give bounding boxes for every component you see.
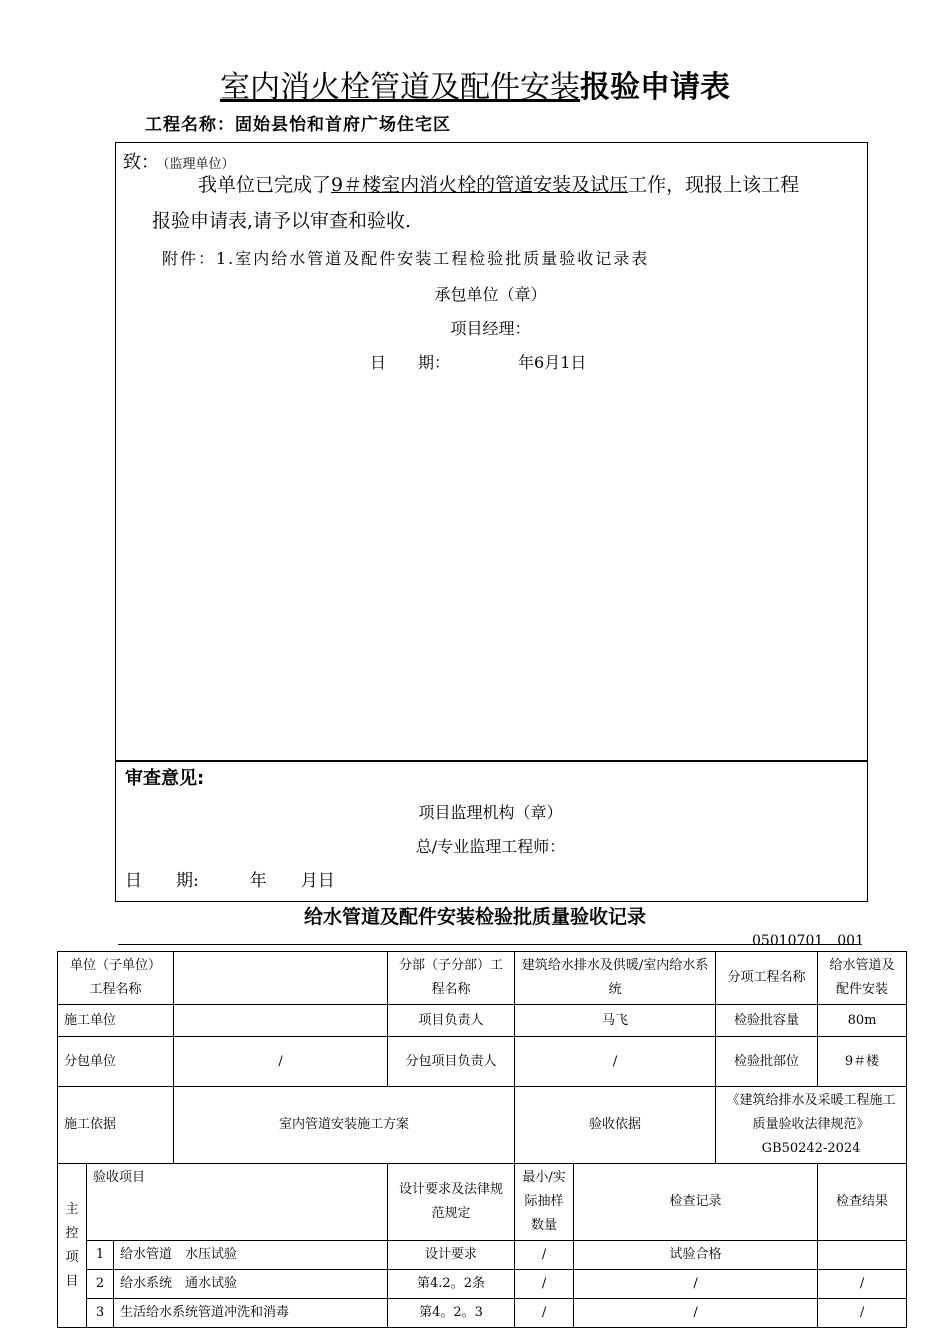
col-record-header: 检查记录 <box>574 1164 818 1241</box>
form-title <box>0 62 950 106</box>
subcontractor-label: 分包单位 <box>58 1037 174 1087</box>
capacity-value: 80m <box>818 1005 907 1037</box>
col-sample-header: 最小/实际抽样数量 <box>515 1164 574 1241</box>
subitem-label: 分项工程名称 <box>716 952 818 1005</box>
table-row <box>58 1241 907 1270</box>
record-title: 给水管道及配件安装检验批质量验收记录 <box>303 906 646 928</box>
project-name-line <box>145 110 451 135</box>
item-no: 2 <box>87 1270 114 1299</box>
item-record: / <box>574 1270 818 1299</box>
table-row <box>58 1299 907 1328</box>
item-result: / <box>818 1299 907 1328</box>
sub-pm-label: 分包项目负责人 <box>388 1037 515 1087</box>
basis-value: 室内管道安装施工方案 <box>174 1087 515 1164</box>
table-row <box>58 1087 907 1164</box>
contractor-label: 施工单位 <box>58 1005 174 1037</box>
table-row <box>58 1037 907 1087</box>
contractor-value <box>174 1005 388 1037</box>
review-date: 日 期: 年 月日 <box>125 871 335 891</box>
capacity-label: 检验批容量 <box>716 1005 818 1037</box>
accept-basis-value: 《建筑给排水及采暖工程施工质量验收法律规范》GB50242-2024 <box>716 1087 907 1164</box>
location-value: 9＃楼 <box>818 1037 907 1087</box>
location-label: 检验批部位 <box>716 1037 818 1087</box>
item-record: 试验合格 <box>574 1241 818 1270</box>
col-result-header: 检查结果 <box>818 1164 907 1241</box>
item-no: 1 <box>87 1241 114 1270</box>
project-label: 工程名称： <box>145 115 235 135</box>
body-work: 9＃楼室内消火栓的管道安装及试压 <box>331 174 629 196</box>
sub-pm-value: / <box>515 1037 716 1087</box>
application-box <box>115 142 868 762</box>
table-row <box>58 1270 907 1299</box>
supervising-engineer: 总/专业监理工程师： <box>415 837 566 856</box>
record-code: 05010701 001 <box>752 933 864 949</box>
unit-label: 单位（子单位）工程名称 <box>58 952 174 1005</box>
col-design-header: 设计要求及法律规范规定 <box>388 1164 515 1241</box>
item-design: 第4.2。2条 <box>388 1270 515 1299</box>
to-label: 致： <box>123 152 159 173</box>
division-label: 分部（子分部）工程名称 <box>388 952 515 1005</box>
project-name: 固始县怡和首府广场住宅区 <box>235 115 451 135</box>
unit-value <box>174 952 388 1005</box>
supervision-seal: 项目监理机构（章） <box>418 803 563 822</box>
pm-value: 马飞 <box>515 1005 716 1037</box>
main-control-label: 主控项目 <box>58 1164 87 1328</box>
title-part-2: 报验申请表 <box>580 70 730 105</box>
basis-label: 施工依据 <box>58 1087 174 1164</box>
item-sample: / <box>515 1241 574 1270</box>
body-suffix: 工作，现报上该工程 <box>628 174 800 196</box>
item-design: 设计要求 <box>388 1241 515 1270</box>
application-body-line-2: 报验申请表,请予以审查和验收. <box>152 210 412 232</box>
review-heading: 审查意见: <box>125 768 205 789</box>
item-no: 3 <box>87 1299 114 1328</box>
project-manager: 项目经理： <box>450 319 531 338</box>
to-recipient: （监理单位） <box>163 157 235 172</box>
record-table <box>57 951 907 1328</box>
application-date <box>370 350 586 373</box>
item-record: / <box>574 1299 818 1328</box>
pm-label: 项目负责人 <box>388 1005 515 1037</box>
item-result <box>818 1241 907 1270</box>
col-item-header: 验收项目 <box>87 1164 388 1241</box>
code-underline <box>118 944 858 945</box>
item-sample: / <box>515 1270 574 1299</box>
item-name: 生活给水系统管道冲洗和消毒 <box>114 1299 388 1328</box>
item-name: 给水系统 通水试验 <box>114 1270 388 1299</box>
application-body-line-1 <box>198 170 799 197</box>
item-design: 第4。2。3 <box>388 1299 515 1328</box>
subitem-value: 给水管道及配件安装 <box>818 952 907 1005</box>
accept-basis-label: 验收依据 <box>515 1087 716 1164</box>
title-part-1: 室内消火栓管道及配件安装 <box>220 70 580 105</box>
date-label: 日 期： <box>370 353 451 372</box>
table-row <box>58 952 907 1005</box>
date-value: 年6月1日 <box>518 353 587 372</box>
attachment-line: 附件：1.室内给水管道及配件安装工程检验批质量验收记录表 <box>162 249 650 268</box>
item-name: 给水管道 水压试验 <box>114 1241 388 1270</box>
division-value: 建筑给水排水及供暖/室内给水系统 <box>515 952 716 1005</box>
item-result: / <box>818 1270 907 1299</box>
subcontractor-value: / <box>174 1037 388 1087</box>
table-row <box>58 1005 907 1037</box>
item-sample: / <box>515 1299 574 1328</box>
body-prefix: 我单位已完成了 <box>198 174 332 196</box>
table-row <box>58 1164 907 1241</box>
contractor-seal: 承包单位（章） <box>434 285 547 304</box>
